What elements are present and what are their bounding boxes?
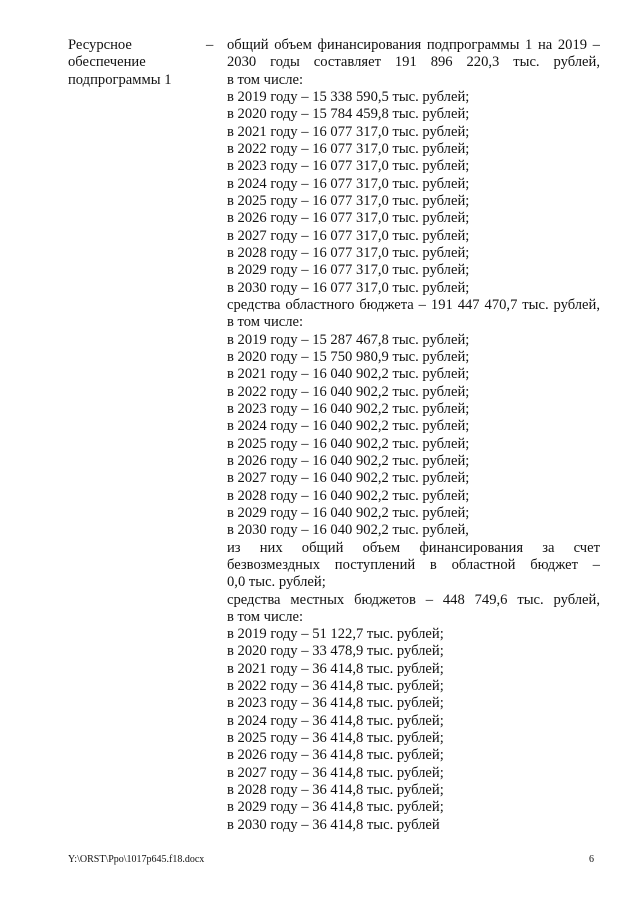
section-content: [227, 37, 600, 834]
section-label-line: подпрограммы 1: [68, 71, 172, 88]
local-year-line: в 2020 году – 33 478,9 тыс. рублей;: [227, 643, 444, 660]
local-year-line: в 2022 году – 36 414,8 тыс. рублей;: [227, 678, 444, 695]
total-year-line: в 2023 году – 16 077 317,0 тыс. рублей;: [227, 158, 470, 175]
section-label: [68, 37, 198, 89]
total-intro-line: общий объем финансирования подпрограммы 1 на 2019 –: [227, 37, 600, 53]
regional-year-line: в 2029 году – 16 040 902,2 тыс. рублей;: [227, 504, 470, 521]
local-budgets-intro: средства местных бюджетов – 448 749,6 тыс. рублей,: [227, 591, 600, 608]
regional-year-line: в 2023 году – 16 040 902,2 тыс. рублей;: [227, 400, 470, 417]
regional-year-line: в 2019 году – 15 287 467,8 тыс. рублей;: [227, 331, 470, 348]
grant-note-line: 0,0 тыс. рублей;: [227, 574, 326, 591]
local-year-line: в 2030 году – 36 414,8 тыс. рублей: [227, 816, 440, 833]
total-intro-line: 2030 годы составляет 191 896 220,3 тыс. рублей,: [227, 54, 600, 71]
regional-year-line: в 2028 году – 16 040 902,2 тыс. рублей;: [227, 487, 470, 504]
section-label-line: Ресурсное: [68, 37, 132, 53]
local-year-line: в 2026 году – 36 414,8 тыс. рублей;: [227, 747, 444, 764]
total-year-line: в 2020 году – 15 784 459,8 тыс. рублей;: [227, 106, 470, 123]
total-year-line: в 2024 году – 16 077 317,0 тыс. рублей;: [227, 175, 470, 192]
local-year-line: в 2023 году – 36 414,8 тыс. рублей;: [227, 695, 444, 712]
footer-file-path: Y:\ORST\Ppo\1017p645.f18.docx: [68, 854, 205, 865]
section-label-line: обеспечение: [68, 54, 146, 71]
regional-year-line: в 2027 году – 16 040 902,2 тыс. рублей;: [227, 470, 470, 487]
total-year-line: в 2025 году – 16 077 317,0 тыс. рублей;: [227, 192, 470, 209]
local-including-label: в том числе:: [227, 608, 304, 625]
regional-budget-intro: средства областного бюджета – 191 447 470,7 тыс. рублей,: [227, 296, 600, 313]
page-number: 6: [589, 854, 594, 865]
total-year-line: в 2022 году – 16 077 317,0 тыс. рублей;: [227, 140, 470, 157]
total-year-line: в 2019 году – 15 338 590,5 тыс. рублей;: [227, 88, 470, 105]
regional-year-line: в 2024 году – 16 040 902,2 тыс. рублей;: [227, 418, 470, 435]
grant-note-line: из них общий объем финансирования за счет: [227, 539, 600, 556]
total-year-line: в 2030 году – 16 077 317,0 тыс. рублей;: [227, 279, 470, 296]
regional-year-line: в 2030 году – 16 040 902,2 тыс. рублей,: [227, 522, 469, 539]
total-year-line: в 2028 году – 16 077 317,0 тыс. рублей;: [227, 244, 470, 261]
total-year-line: в 2021 году – 16 077 317,0 тыс. рублей;: [227, 123, 470, 140]
regional-including-label: в том числе:: [227, 314, 304, 331]
total-including-label: в том числе:: [227, 71, 304, 88]
local-year-line: в 2021 году – 36 414,8 тыс. рублей;: [227, 660, 444, 677]
label-dash: –: [206, 37, 214, 53]
regional-year-line: в 2022 году – 16 040 902,2 тыс. рублей;: [227, 383, 470, 400]
local-year-line: в 2029 году – 36 414,8 тыс. рублей;: [227, 799, 444, 816]
local-year-line: в 2028 году – 36 414,8 тыс. рублей;: [227, 782, 444, 799]
local-year-line: в 2024 году – 36 414,8 тыс. рублей;: [227, 712, 444, 729]
total-year-line: в 2026 году – 16 077 317,0 тыс. рублей;: [227, 210, 470, 227]
total-year-line: в 2029 году – 16 077 317,0 тыс. рублей;: [227, 262, 470, 279]
grant-note-line: безвозмездных поступлений в областной бюджет –: [227, 556, 600, 573]
local-year-line: в 2025 году – 36 414,8 тыс. рублей;: [227, 730, 444, 747]
regional-year-line: в 2020 году – 15 750 980,9 тыс. рублей;: [227, 348, 470, 365]
regional-year-line: в 2021 году – 16 040 902,2 тыс. рублей;: [227, 366, 470, 383]
local-year-line: в 2019 году – 51 122,7 тыс. рублей;: [227, 626, 444, 643]
total-year-line: в 2027 году – 16 077 317,0 тыс. рублей;: [227, 227, 470, 244]
regional-year-line: в 2025 году – 16 040 902,2 тыс. рублей;: [227, 435, 470, 452]
local-year-line: в 2027 году – 36 414,8 тыс. рублей;: [227, 764, 444, 781]
regional-year-line: в 2026 году – 16 040 902,2 тыс. рублей;: [227, 452, 470, 469]
